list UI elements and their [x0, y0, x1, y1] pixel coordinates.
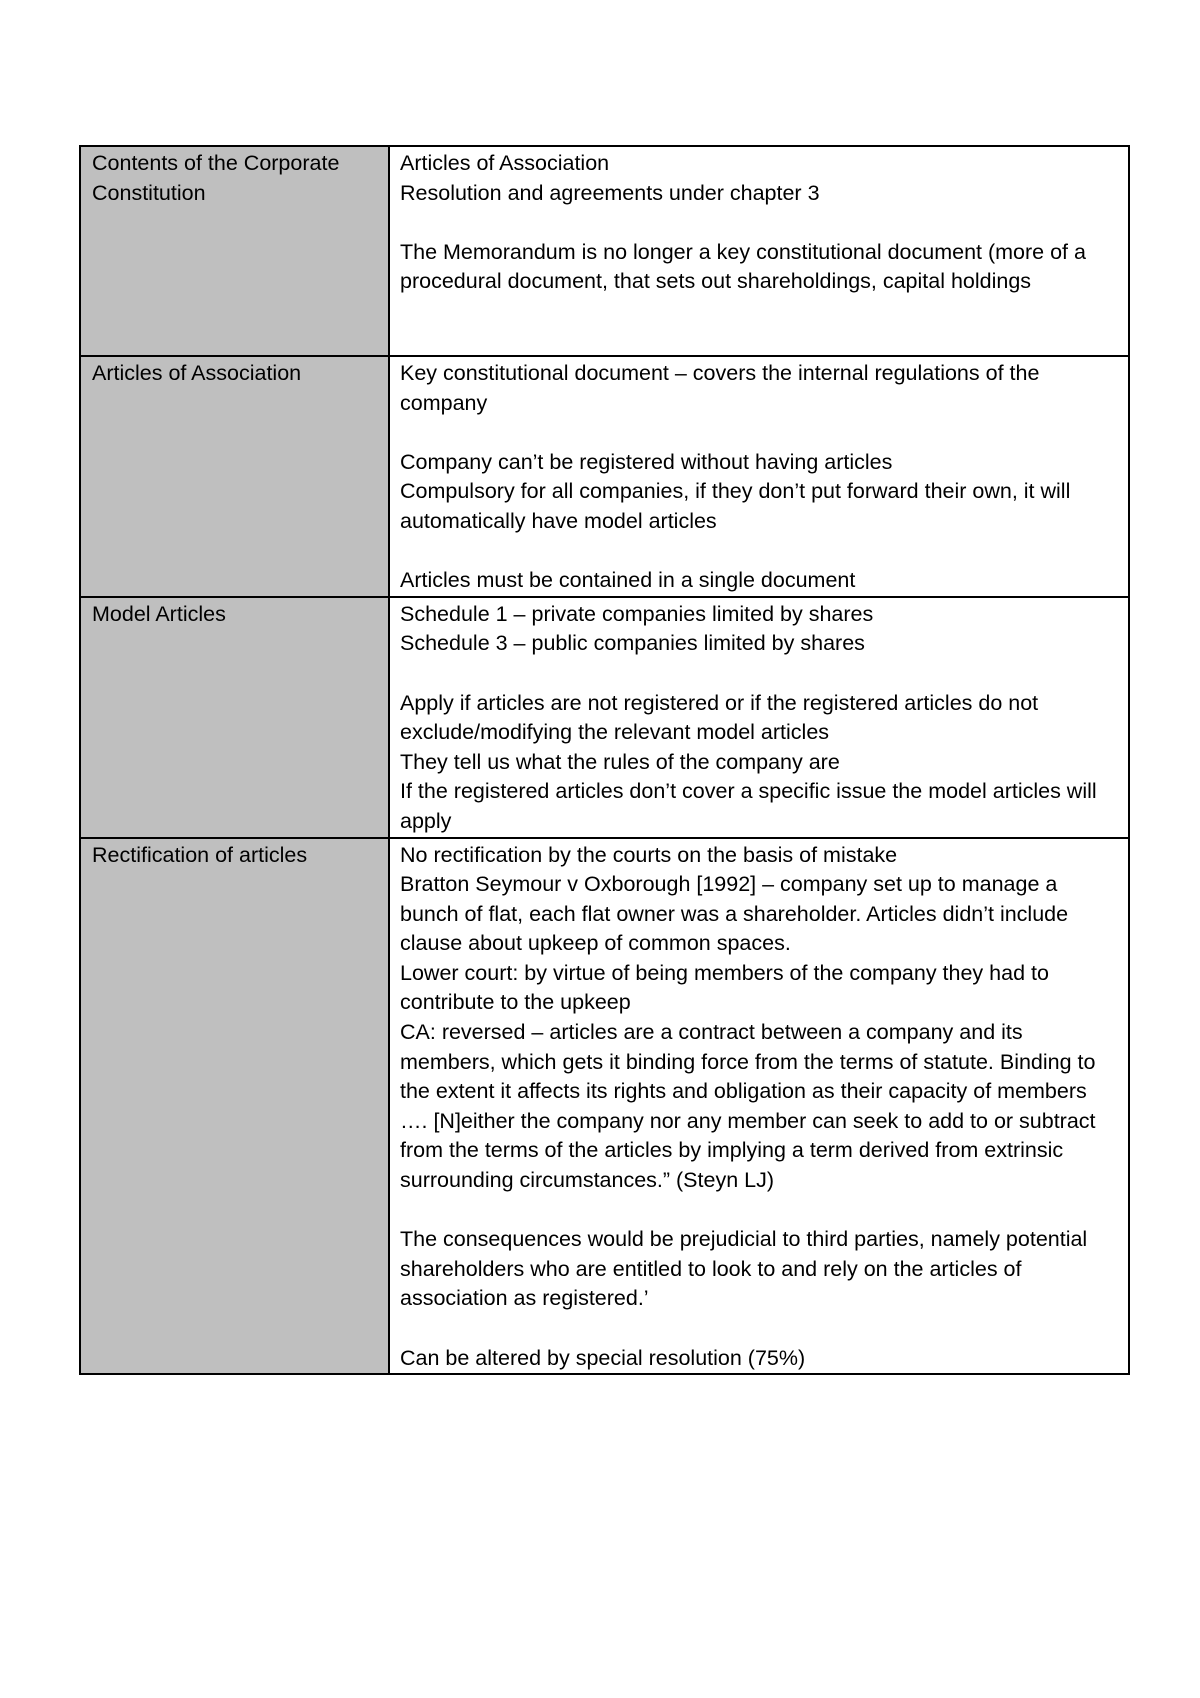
note-line: Articles must be contained in a single document: [400, 568, 856, 593]
note-line: Company can’t be registered without having articles: [400, 449, 893, 474]
note-line: CA: reversed – articles are a contract between a company and its members, which gets it binding force from the terms of statute. Binding to the extent it affects its rights and obligation as their capacity of members …. [N]either the company nor any member can seek to add to or subtract from the terms of the articles by implying a term derived from extrinsic surrounding circumstances.” (Steyn LJ): [400, 1020, 1096, 1193]
table-row: [80, 597, 1129, 838]
table-row: [80, 146, 1129, 356]
blank-line: [400, 659, 1120, 689]
note-line: Bratton Seymour v Oxborough [1992] – company set up to manage a bunch of flat, each flat owner was a shareholder. Articles didn’t include clause about upkeep of common spaces.: [400, 872, 1069, 956]
blank-line: [400, 208, 1120, 238]
note-line: Schedule 1 – private companies limited by shares: [400, 601, 874, 626]
table-row: [80, 356, 1129, 597]
note-line: The Memorandum is no longer a key constitutional document (more of a procedural document, that sets out shareholdings, capital holdings: [400, 239, 1086, 294]
note-line: No rectification by the courts on the basis of mistake: [400, 842, 898, 867]
table-row: [80, 838, 1129, 1375]
note-line: They tell us what the rules of the company are: [400, 749, 840, 774]
note-line: Resolution and agreements under chapter 3: [400, 180, 820, 205]
blank-line: [400, 537, 1120, 567]
note-line: Can be altered by special resolution (75%): [400, 1345, 806, 1370]
note-line: Lower court: by virtue of being members of the company they had to contribute to the upkeep: [400, 960, 1049, 1015]
topic-cell: Articles of Association: [80, 356, 389, 597]
note-line: Apply if articles are not registered or if the registered articles do not exclude/modifying the relevant model articles: [400, 690, 1039, 745]
note-line: Articles of Association: [400, 151, 610, 175]
detail-cell: [389, 597, 1129, 838]
note-line: Key constitutional document – covers the internal regulations of the company: [400, 361, 1040, 415]
detail-cell: [389, 146, 1129, 356]
detail-cell: [389, 356, 1129, 597]
detail-cell: [389, 838, 1129, 1375]
topic-cell: Rectification of articles: [80, 838, 389, 1375]
blank-line: [400, 1314, 1120, 1344]
topic-cell: Contents of the Corporate Constitution: [80, 146, 389, 356]
constitution-notes-table: [79, 145, 1130, 1375]
note-line: If the registered articles don’t cover a specific issue the model articles will apply: [400, 779, 1097, 833]
note-line: Compulsory for all companies, if they don’t put forward their own, it will automatically have model articles: [400, 479, 1071, 533]
note-line: Schedule 3 – public companies limited by shares: [400, 631, 865, 656]
blank-line: [400, 418, 1120, 448]
topic-cell: Model Articles: [80, 597, 389, 838]
note-line: The consequences would be prejudicial to third parties, namely potential shareholders who are entitled to look to and rely on the articles of association as registered.’: [400, 1227, 1088, 1311]
blank-line: [400, 1196, 1120, 1226]
